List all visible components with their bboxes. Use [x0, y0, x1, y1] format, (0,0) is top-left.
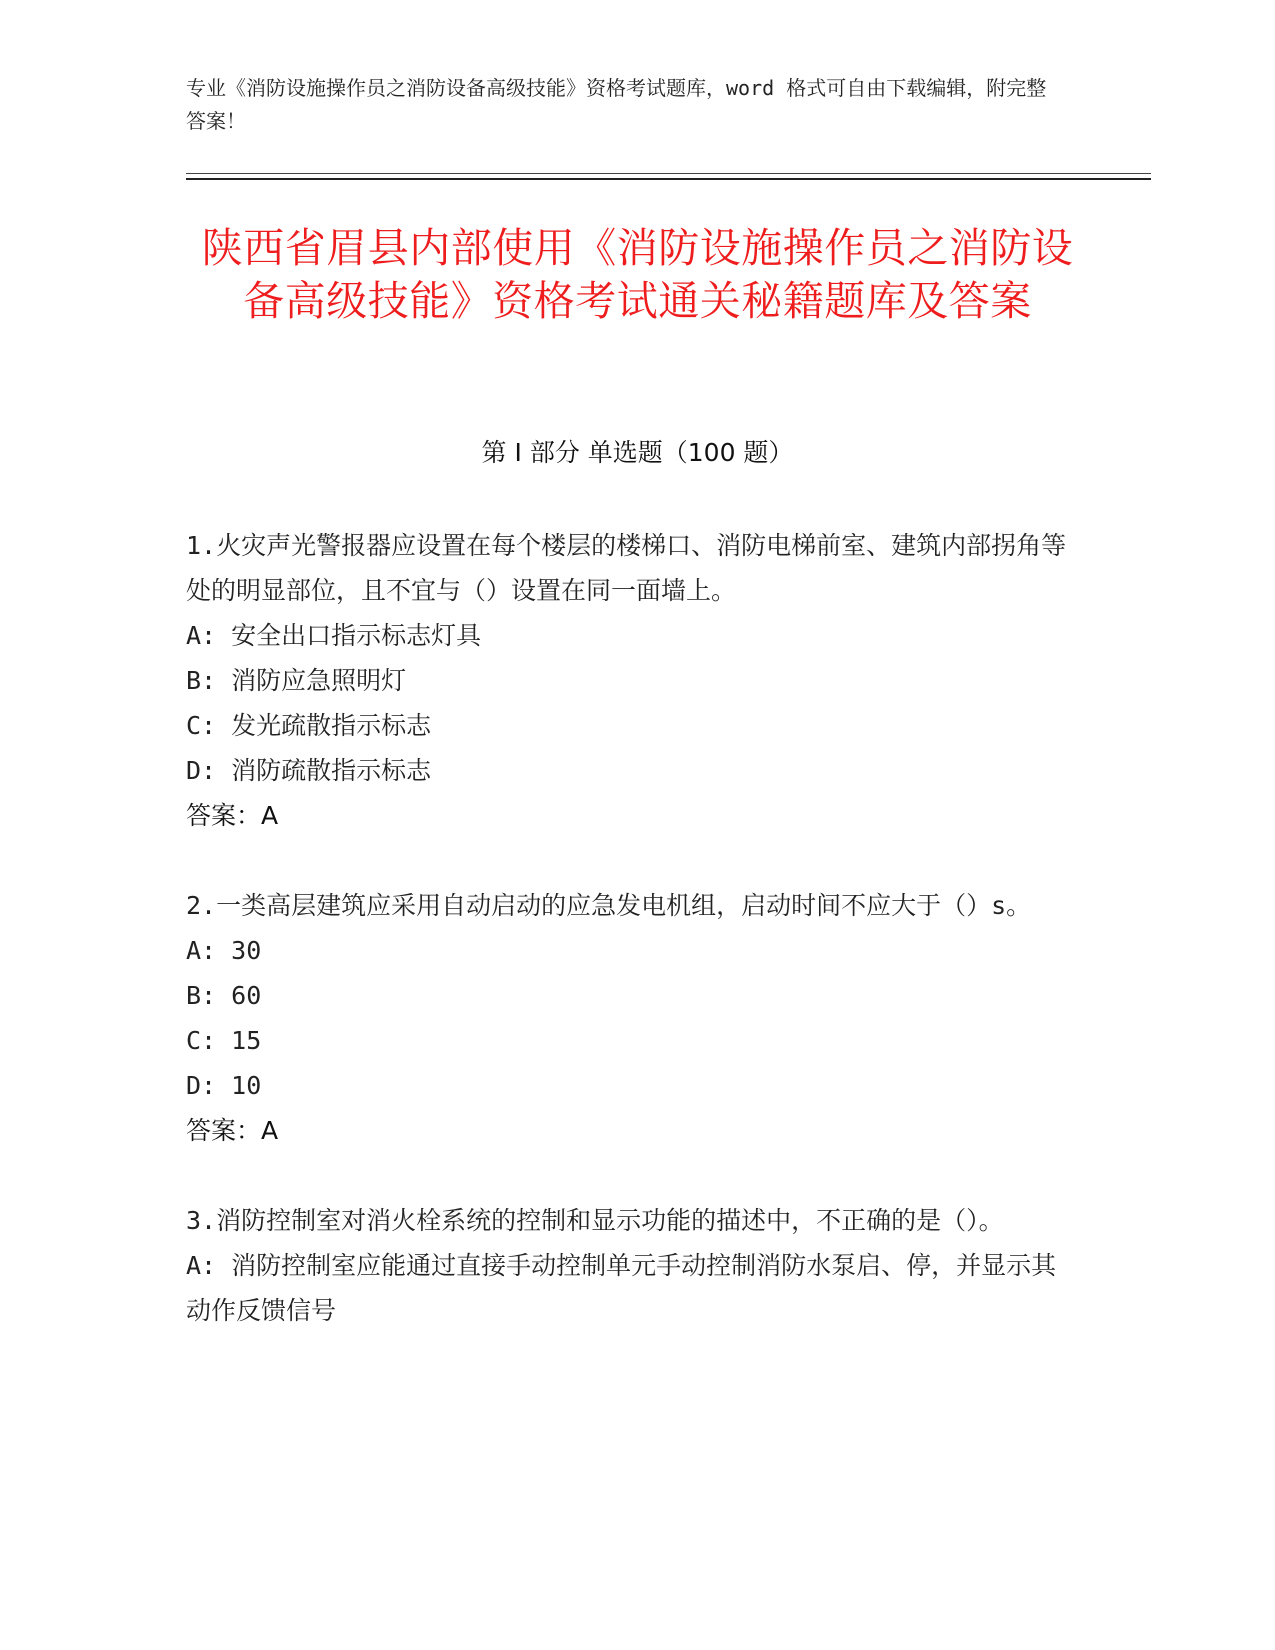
- option-a: A: 消防控制室应能通过直接手动控制单元手动控制消防水泵启、停，并显示其动作反馈信号: [186, 1251, 1057, 1325]
- option-b: B: 60: [186, 981, 262, 1010]
- option-c: C: 15: [186, 1026, 262, 1055]
- question-stem: 2.一类高层建筑应采用自动启动的应急发电机组，启动时间不应大于（）s。: [186, 891, 1032, 920]
- answer-line: 答案：A: [186, 1116, 279, 1145]
- question-list: [186, 523, 1076, 1378]
- document-title: 陕西省眉县内部使用《消防设施操作员之消防设备高级技能》资格考试通关秘籍题库及答案: [201, 224, 1074, 325]
- answer-line: 答案：A: [186, 801, 279, 830]
- header-note: 专业《消防设施操作员之消防设备高级技能》资格考试题库，word 格式可自由下载编辑，附完整答案！: [186, 76, 1047, 133]
- option-d: D: 10: [186, 1071, 262, 1100]
- question-stem: 1.火灾声光警报器应设置在每个楼层的楼梯口、消防电梯前室、建筑内部拐角等处的明显部位，且不宜与（）设置在同一面墙上。: [186, 531, 1067, 605]
- question-3: [186, 1198, 1076, 1333]
- option-c: C: 发光疏散指示标志: [186, 711, 432, 740]
- section-heading: 第 I 部分 单选题（100 题）: [481, 438, 794, 467]
- option-b: B: 消防应急照明灯: [186, 666, 407, 695]
- option-d: D: 消防疏散指示标志: [186, 756, 432, 785]
- question-2: [186, 883, 1076, 1153]
- header-divider-thin: [186, 173, 1151, 174]
- question-stem: 3.消防控制室对消火栓系统的控制和显示功能的描述中，不正确的是（）。: [186, 1206, 1004, 1235]
- question-1: [186, 523, 1076, 838]
- header-divider-thick: [186, 178, 1151, 180]
- option-a: A: 30: [186, 936, 262, 965]
- option-a: A: 安全出口指示标志灯具: [186, 621, 482, 650]
